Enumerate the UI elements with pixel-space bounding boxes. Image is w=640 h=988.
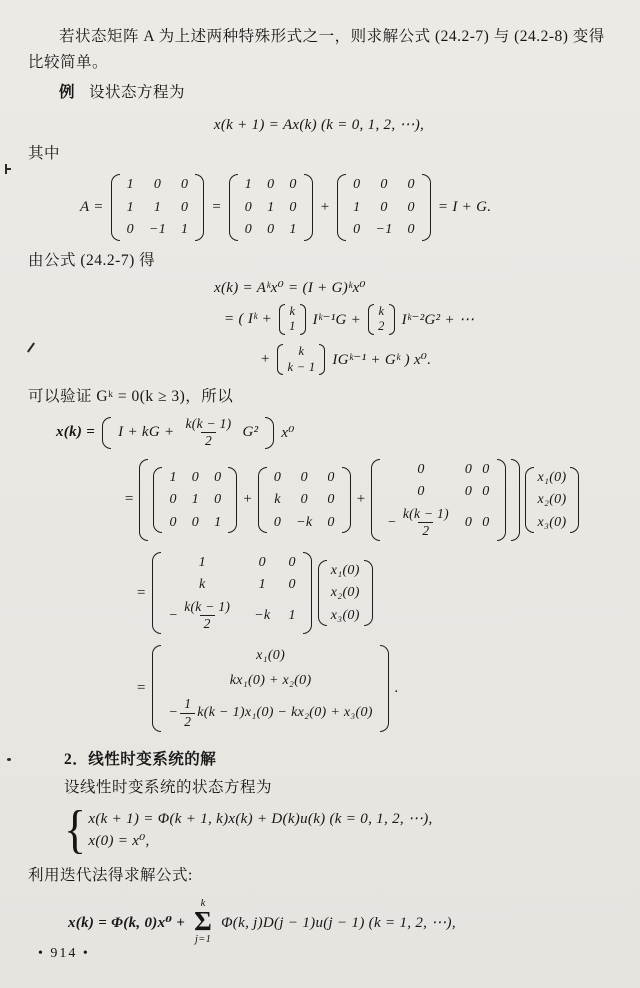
right-paren bbox=[364, 560, 373, 627]
equals-sign: = bbox=[124, 491, 135, 508]
from-formula-label: 由公式 (24.2-7) 得 bbox=[28, 251, 156, 269]
outer-right-paren bbox=[511, 459, 520, 541]
left-paren bbox=[152, 645, 161, 731]
matrix-cell: x₂(0) bbox=[537, 492, 567, 507]
matrix-cell: 0 bbox=[482, 461, 490, 477]
matrix-cell: 0 bbox=[273, 469, 282, 485]
matrix-cell: 1 bbox=[126, 199, 134, 215]
matrix-cell: x₁(0) bbox=[256, 648, 286, 664]
binomial-k-km1 bbox=[277, 343, 325, 376]
case-line-1: x(k + 1) = Φ(k + 1, k)x(k) + D(k)u(k) (k = 0, 1, 2, ⋯), bbox=[88, 811, 433, 828]
matrix-cell: 0 bbox=[289, 177, 297, 193]
initial-state-vector bbox=[318, 559, 373, 628]
expansion-2c: Iᵏ⁻²G² + ⋯ bbox=[401, 311, 475, 328]
expansion-line-1: x(k) = Aᵏx⁰ = (I + G)ᵏx⁰ bbox=[214, 279, 366, 296]
matrix-cell: 0 bbox=[380, 199, 388, 215]
expansion-3a: + bbox=[260, 351, 271, 368]
binom-bottom: k − 1 bbox=[287, 359, 316, 374]
expansion-2a: = ( Iᵏ + bbox=[224, 310, 273, 327]
matrix-identity bbox=[229, 173, 313, 242]
right-paren bbox=[380, 645, 389, 731]
result-period: . bbox=[394, 680, 399, 696]
matrix-cell: 0 bbox=[267, 177, 275, 193]
matrix-cell: k bbox=[199, 577, 206, 593]
matrix-cell: kx₁(0) + x₂(0) bbox=[229, 672, 312, 688]
matrix-cell: 0 bbox=[482, 484, 490, 500]
right-paren bbox=[304, 174, 313, 241]
matrix-cell: 0 bbox=[244, 222, 253, 238]
plus-sign: + bbox=[319, 198, 331, 215]
matrix-cell: 0 bbox=[417, 484, 425, 500]
plus-sign: + bbox=[242, 491, 253, 508]
iteration-label: 利用迭代法得求解公式: bbox=[28, 866, 193, 884]
right-paren bbox=[570, 467, 579, 534]
matrix-cell: 0 bbox=[181, 199, 189, 215]
matrix-cell: −1 bbox=[375, 222, 393, 238]
matrix-cell: x₁(0) bbox=[537, 469, 567, 485]
example-label: 例 bbox=[59, 84, 76, 102]
matrix-sum-step bbox=[124, 458, 610, 542]
left-paren bbox=[111, 174, 120, 241]
left-paren bbox=[152, 552, 161, 634]
case-line-2: x(0) = x⁰, bbox=[88, 833, 150, 850]
matrix-cell: −k bbox=[296, 514, 313, 530]
example-text: 设状态方程为 bbox=[89, 84, 186, 102]
binom-top: k bbox=[289, 303, 296, 318]
equation-state: x(k + 1) = Ax(k) (k = 0, 1, 2, ⋯), bbox=[213, 117, 425, 134]
expansion-2b: Iᵏ⁻¹G + bbox=[312, 311, 362, 328]
matrix-cell: 0 bbox=[288, 577, 296, 593]
matrix-A bbox=[111, 173, 205, 242]
matrix-G-squared-term bbox=[371, 458, 505, 542]
matrix-cell: 1 bbox=[244, 177, 253, 193]
matrix-G bbox=[337, 173, 431, 242]
outer-left-paren bbox=[139, 459, 148, 541]
matrix-cell: x₁(0) bbox=[330, 562, 360, 578]
left-paren bbox=[153, 467, 162, 534]
combined-matrix-step bbox=[136, 551, 610, 635]
matrix-cell: 1 bbox=[191, 492, 200, 507]
right-paren bbox=[319, 344, 325, 375]
matrix-cell: 0 bbox=[482, 514, 490, 530]
sum-upper-limit: k bbox=[200, 897, 206, 909]
where-label: 其中 bbox=[28, 145, 61, 163]
summation-symbol bbox=[194, 899, 212, 946]
equals-sign: = bbox=[211, 198, 222, 215]
result-vector-step bbox=[136, 644, 610, 732]
binom-bottom: 2 bbox=[378, 319, 385, 334]
equals-sign: = bbox=[136, 584, 147, 601]
matrix-cell: 0 bbox=[191, 469, 200, 485]
matrix-cell: x₃(0) bbox=[330, 607, 360, 623]
matrix-cell: 0 bbox=[169, 514, 177, 530]
right-paren bbox=[303, 552, 312, 634]
scan-artifact bbox=[5, 164, 7, 174]
matrix-cell: 1 bbox=[153, 199, 162, 215]
matrix-cell: 0 bbox=[258, 554, 266, 570]
binomial-k-2 bbox=[368, 303, 395, 336]
matrix-cell: 0 bbox=[214, 469, 222, 485]
left-paren bbox=[258, 467, 267, 534]
matrix-eq-tail: = I + G. bbox=[437, 198, 492, 215]
expansion-line-3 bbox=[260, 343, 610, 376]
matrix-cell: 0 bbox=[327, 492, 335, 507]
right-paren bbox=[195, 174, 204, 241]
matrix-identity-3 bbox=[153, 466, 237, 535]
matrix-cell: 1 bbox=[289, 222, 297, 238]
matrix-cell: 0 bbox=[327, 469, 335, 485]
matrix-cell: 0 bbox=[181, 177, 189, 193]
equals-sign: = bbox=[136, 680, 147, 696]
matrix-cell: x₃(0) bbox=[537, 514, 567, 530]
closed-pre: I + kG + bbox=[118, 424, 175, 441]
matrix-cell: 0 bbox=[464, 514, 473, 530]
example-line bbox=[28, 80, 610, 106]
state-equation-cases bbox=[64, 799, 610, 859]
matrix-cell: 0 bbox=[289, 199, 297, 215]
left-paren bbox=[525, 467, 534, 534]
binom-top: k bbox=[378, 303, 385, 318]
matrix-cell: 0 bbox=[153, 177, 162, 193]
scan-artifact bbox=[7, 758, 11, 761]
matrix-cell: 1 bbox=[181, 222, 189, 238]
expansion-3b: IGᵏ⁻¹ + Gᵏ ) x⁰. bbox=[332, 352, 432, 369]
matrix-cell: 0 bbox=[267, 222, 275, 238]
matrix-cell: 0 bbox=[300, 492, 308, 507]
matrix-cell: 0 bbox=[353, 222, 361, 238]
matrix-cell: 0 bbox=[214, 492, 222, 507]
section-2-intro: 设线性时变系统的状态方程为 bbox=[64, 778, 273, 796]
matrix-cell: 1 bbox=[353, 199, 361, 215]
matrix-cell: 0 bbox=[300, 469, 308, 485]
matrix-cell: 0 bbox=[407, 199, 415, 215]
matrix-cell: 0 bbox=[464, 484, 473, 500]
iteration-lead: x(k) = Φ(k, 0)x⁰ + bbox=[68, 914, 186, 931]
matrix-cell: 0 bbox=[417, 461, 425, 477]
page-number: • 914 • bbox=[38, 946, 90, 961]
right-paren bbox=[228, 467, 237, 534]
right-paren bbox=[497, 459, 506, 541]
fraction-k-km1-over-2 bbox=[181, 416, 235, 449]
left-paren bbox=[102, 417, 111, 448]
sum-lower-limit: j=1 bbox=[195, 933, 212, 945]
left-paren bbox=[318, 560, 327, 627]
right-paren bbox=[422, 174, 431, 241]
matrix-cell: 0 bbox=[273, 514, 282, 530]
matrix-cell: −k bbox=[254, 607, 271, 623]
matrix-cell: − $\frac{k(k - 1)}{2}$ bbox=[168, 598, 231, 632]
matrix-cell: −1 bbox=[148, 222, 167, 238]
right-paren bbox=[300, 304, 306, 335]
matrix-cell: 1 bbox=[169, 469, 177, 485]
left-brace: { bbox=[64, 799, 87, 859]
matrix-cell: 0 bbox=[288, 554, 296, 570]
combined-transition-matrix bbox=[152, 551, 311, 635]
equation-matrix-decomposition bbox=[80, 173, 610, 242]
left-paren bbox=[229, 174, 238, 241]
sigma-icon: Σ bbox=[194, 906, 213, 937]
binom-top: k bbox=[298, 343, 305, 358]
matrix-cell: 0 bbox=[380, 177, 388, 193]
matrix-cell: 0 bbox=[353, 177, 361, 193]
matrix-cell: 0 bbox=[191, 514, 200, 530]
closed-post: G² bbox=[242, 424, 259, 441]
matrix-cell: 1 bbox=[258, 577, 266, 593]
initial-state-vector bbox=[525, 466, 580, 535]
result-vector bbox=[152, 644, 388, 732]
binomial-k-1 bbox=[279, 303, 306, 336]
plus-sign: + bbox=[355, 491, 367, 508]
closed-tail: x⁰ bbox=[281, 425, 295, 442]
matrix-cell: 1 bbox=[126, 177, 134, 193]
scan-artifact bbox=[27, 342, 35, 352]
paragraph-intro: 若状态矩阵 A 为上述两种特殊形式之一，则求解公式 (24.2-7) 与 (24.2-8) 变得比较简单。 bbox=[28, 28, 605, 72]
verify-line: 可以验证 Gᵏ = 0(k ≥ 3)，所以 bbox=[28, 388, 234, 406]
matrix-cell: x₂(0) bbox=[330, 585, 360, 601]
expansion-line-2 bbox=[224, 303, 610, 336]
matrix-cell: 0 bbox=[327, 514, 335, 530]
iteration-formula bbox=[68, 899, 610, 946]
fraction-denominator: 2 bbox=[201, 432, 216, 449]
matrix-cell: 0 bbox=[407, 222, 415, 238]
matrix-cell: k bbox=[274, 492, 281, 507]
matrix-cell: 1 bbox=[267, 199, 275, 215]
matrix-cell: 0 bbox=[169, 492, 177, 507]
matrix-cell: 0 bbox=[244, 199, 253, 215]
right-paren bbox=[342, 467, 351, 534]
matrix-cell: − $\frac{1}{2}$ k(k − 1)x₁(0) − kx₂(0) + x₃(0) bbox=[168, 696, 373, 729]
binom-bottom: 1 bbox=[289, 319, 296, 334]
closed-lead: x(k) = bbox=[56, 424, 96, 441]
fraction-numerator: k(k − 1) bbox=[185, 416, 232, 432]
matrix-cell: 1 bbox=[214, 514, 222, 530]
matrix-cell: − $\frac{k(k - 1)}{2}$ bbox=[387, 505, 449, 538]
right-paren bbox=[389, 304, 395, 335]
matrix-cell: 1 bbox=[288, 607, 296, 623]
matrix-cell: 0 bbox=[126, 222, 134, 238]
matrix-cell: 1 bbox=[198, 554, 206, 570]
right-paren bbox=[265, 417, 274, 448]
matrix-kG bbox=[258, 466, 351, 535]
matrix-eq-lead: A = bbox=[80, 198, 104, 215]
section-2-heading: 2．线性时变系统的解 bbox=[64, 750, 217, 768]
matrix-cell: 0 bbox=[407, 177, 415, 193]
closed-form-equation bbox=[56, 416, 610, 449]
matrix-cell: 0 bbox=[464, 461, 473, 477]
iteration-tail: Φ(k, j)D(j − 1)u(j − 1) (k = 1, 2, ⋯), bbox=[221, 914, 456, 931]
left-paren bbox=[337, 174, 346, 241]
left-paren bbox=[371, 459, 380, 541]
